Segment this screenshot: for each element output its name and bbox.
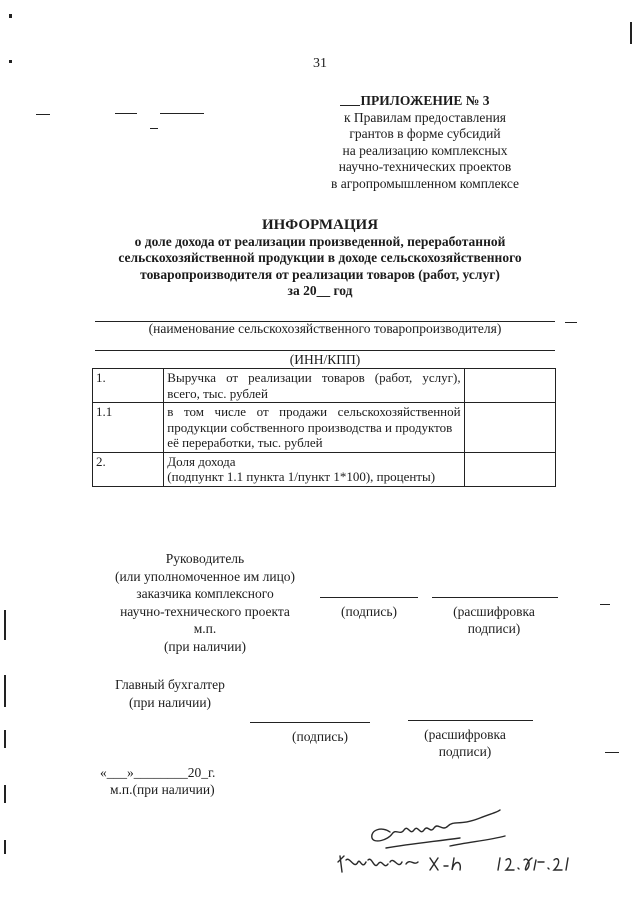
- handwritten-note-stroke: [430, 858, 460, 870]
- annex-header: [300, 93, 550, 192]
- document-subtitle-line: о доле дохода от реализации произведенной, переработанной: [134, 233, 506, 249]
- annex-line: грантов в форме субсидий: [349, 126, 501, 141]
- row-number: 1.: [93, 369, 164, 403]
- scan-dash: [600, 604, 610, 605]
- head-label: научно-технического проекта: [120, 603, 290, 619]
- table-row: [93, 403, 556, 453]
- row-number: 1.1: [93, 403, 164, 453]
- accountant-signature-line[interactable]: [250, 722, 370, 723]
- accountant-decoding-caption: (расшифровка подписи): [424, 727, 506, 759]
- scan-edge-mark: [4, 675, 6, 707]
- scan-dash: [36, 114, 50, 115]
- row-description: [164, 403, 464, 453]
- head-label: заказчика комплексного: [136, 586, 274, 601]
- row-description: [164, 452, 464, 486]
- row-value-cell[interactable]: [464, 403, 555, 453]
- table-row: [93, 452, 556, 486]
- annex-line: на реализацию комплексных: [342, 142, 508, 158]
- stamp-note: м.п.(при наличии): [110, 782, 215, 797]
- head-label: (или уполномоченное им лицо): [114, 568, 296, 584]
- page-number: 31: [313, 56, 327, 71]
- scan-dash: [565, 322, 577, 323]
- document-year-line: за 20__ год: [287, 283, 353, 298]
- scan-edge-mark: [4, 730, 6, 748]
- annex-title: ПРИЛОЖЕНИЕ № 3: [360, 93, 490, 108]
- row-description: [164, 369, 464, 403]
- inn-kpp-line: [95, 350, 555, 351]
- signature-stroke: [386, 836, 505, 848]
- row-description-text: (подпункт 1.1 пункта 1/пункт 1*100), проценты): [167, 469, 436, 484]
- row-number: 2.: [93, 452, 164, 486]
- handwritten-note-stroke: [498, 858, 568, 870]
- handwritten-note-stroke: [338, 856, 418, 872]
- scan-edge-mark: [4, 785, 6, 803]
- scan-dash: [150, 128, 158, 129]
- annex-line: научно-технических проектов: [338, 159, 512, 174]
- scan-dot: [9, 60, 12, 63]
- inn-kpp-caption: (ИНН/КПП): [289, 352, 361, 367]
- head-decoding-line[interactable]: [432, 597, 558, 598]
- handwritten-signature: [330, 800, 600, 880]
- head-signature-line[interactable]: [320, 597, 418, 598]
- row-description-text: Выручка от реализации товаров (работ, услуг), всего, тыс. рублей: [167, 370, 461, 401]
- row-value-cell[interactable]: [464, 369, 555, 403]
- accountant-block: [90, 676, 250, 711]
- document-title-block: [100, 217, 540, 300]
- scan-dash: [115, 113, 137, 114]
- accountant-note: (при наличии): [128, 694, 212, 710]
- scan-edge-mark: [4, 840, 6, 854]
- accountant-label: Главный бухгалтер: [115, 677, 225, 692]
- document-title: ИНФОРМАЦИЯ: [261, 217, 379, 233]
- document-subtitle-line: товаропроизводителя от реализации товаров (работ, услуг): [140, 266, 500, 282]
- scan-edge-mark: [630, 22, 632, 44]
- head-stamp-note: (при наличии): [163, 638, 247, 654]
- table-row: [93, 369, 556, 403]
- row-value-cell[interactable]: [464, 452, 555, 486]
- head-decoding-caption: (расшифровка подписи): [453, 604, 535, 636]
- head-signatory-block: [100, 550, 310, 655]
- row-description-text: в том числе от продажи сельскохозяйственной продукции собственного производства и продуктов: [167, 404, 461, 435]
- producer-name-caption: (наименование сельскохозяйственного товаропроизводителя): [148, 321, 502, 336]
- head-label: Руководитель: [165, 551, 245, 566]
- head-stamp-label: м.п.: [193, 621, 217, 636]
- head-signature-caption: (подпись): [340, 604, 398, 619]
- income-share-table: [92, 368, 556, 487]
- annex-line: в агропромышленном комплексе: [330, 175, 520, 191]
- scan-dash: [160, 113, 204, 114]
- accountant-signature-caption: (подпись): [291, 729, 349, 744]
- document-subtitle-line: сельскохозяйственной продукции в доходе сельскохозяйственного: [118, 250, 522, 265]
- scan-edge-mark: [4, 610, 6, 640]
- scan-dot: [9, 14, 12, 18]
- scan-dash: [605, 752, 619, 753]
- row-description-text: Доля дохода: [167, 453, 236, 469]
- accountant-decoding-line[interactable]: [408, 720, 533, 721]
- date-line: «___»________20_г.: [100, 765, 216, 780]
- row-description-text: её переработки, тыс. рублей: [167, 435, 323, 450]
- annex-line: к Правилам предоставления: [343, 109, 507, 125]
- signature-stroke: [372, 810, 500, 841]
